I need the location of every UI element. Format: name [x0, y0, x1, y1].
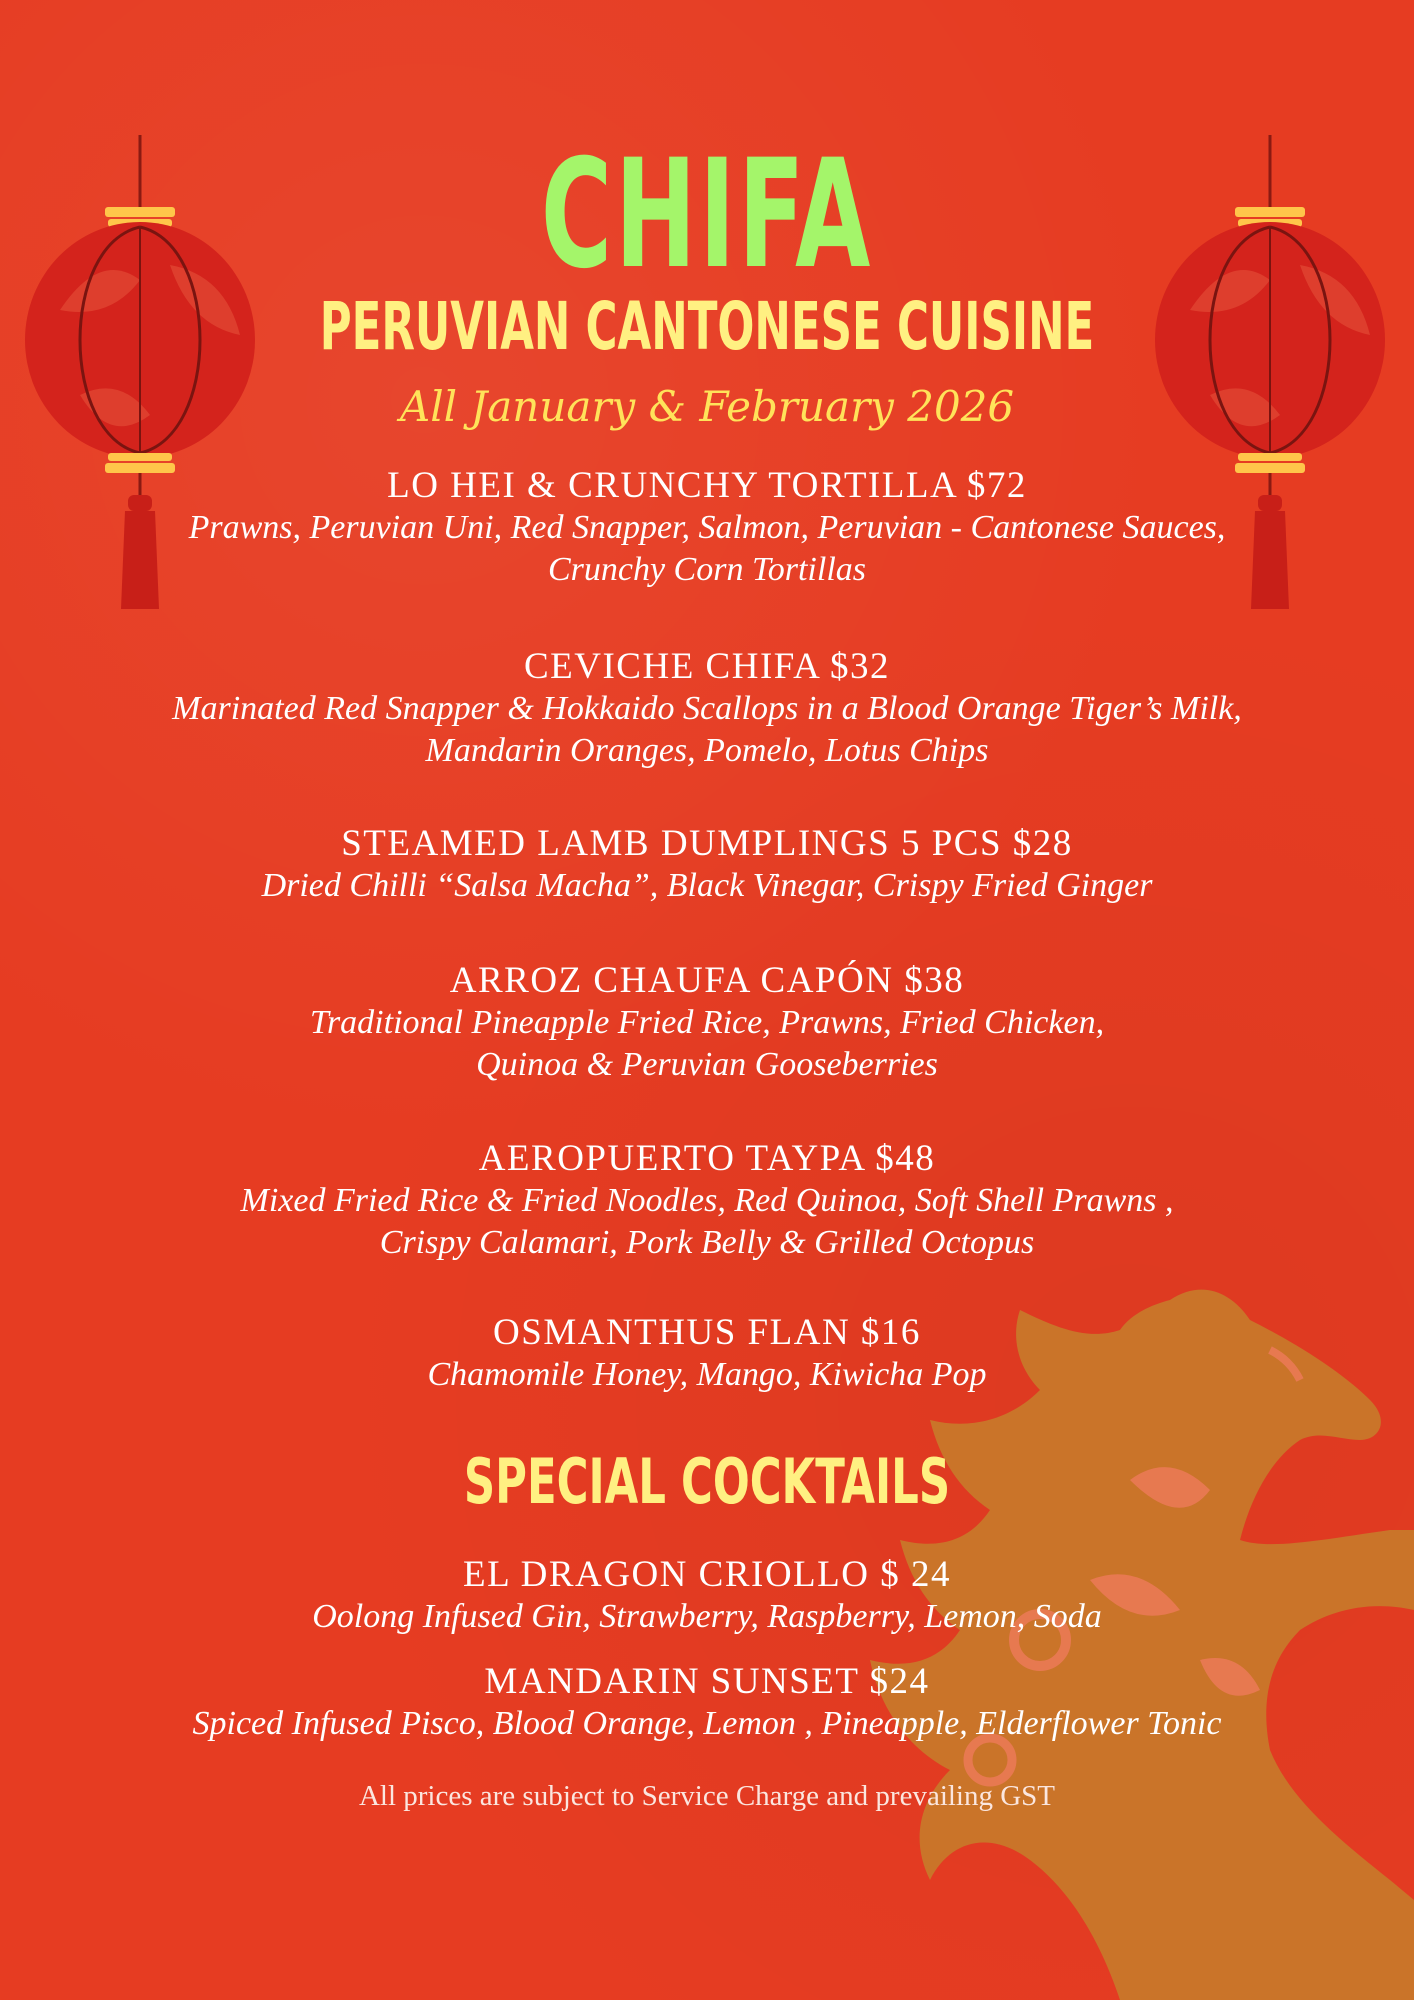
menu-item-name: AEROPUERTO TAYPA $48: [478, 1138, 936, 1179]
cocktails-heading: SPECIAL COCKTAILS: [463, 1445, 951, 1518]
cocktail-name: EL DRAGON CRIOLLO $ 24: [463, 1554, 951, 1595]
menu-item-description: Traditional Pineapple Fried Rice, Prawns, Fried Chicken, Quinoa & Peruvian Gooseberries: [309, 1004, 1105, 1083]
menu-item: [0, 960, 1414, 1086]
menu-item-name: ARROZ CHAUFA CAPÓN $38: [449, 960, 965, 1001]
restaurant-title: CHIFA: [540, 128, 874, 302]
menu-item-description: Mixed Fried Rice & Fried Noodles, Red Quinoa, Soft Shell Prawns , Crispy Calamari, Pork Belly & Grilled Octopus: [240, 1182, 1174, 1261]
pricing-disclaimer: All prices are subject to Service Charge and prevailing GST: [358, 1780, 1056, 1812]
menu-item-description: Chamomile Honey, Mango, Kiwicha Pop: [427, 1356, 987, 1393]
cocktail-item: [0, 1661, 1414, 1745]
menu-item-description: Prawns, Peruvian Uni, Red Snapper, Salmon, Peruvian - Cantonese Sauces, Crunchy Corn Tortillas: [188, 509, 1226, 588]
menu-item-name: CEVICHE CHIFA $32: [523, 646, 891, 687]
menu-item: [0, 465, 1414, 591]
cocktail-name: MANDARIN SUNSET $24: [484, 1661, 930, 1702]
menu-item: [0, 1312, 1414, 1396]
menu-item: [0, 1138, 1414, 1264]
menu-item: [0, 646, 1414, 772]
promotion-dates: All January & February 2026: [399, 382, 1015, 431]
cocktail-description: Oolong Infused Gin, Strawberry, Raspberry, Lemon, Soda: [312, 1598, 1102, 1635]
menu-item-description: Dried Chilli “Salsa Macha”, Black Vinegar, Crispy Fried Ginger: [261, 867, 1153, 904]
menu-item-description: Marinated Red Snapper & Hokkaido Scallops in a Blood Orange Tiger’s Milk, Mandarin Oranges, Pomelo, Lotus Chips: [172, 690, 1242, 769]
menu-item-name: STEAMED LAMB DUMPLINGS 5 PCS $28: [341, 823, 1073, 864]
cocktail-description: Spiced Infused Pisco, Blood Orange, Lemon , Pineapple, Elderflower Tonic: [192, 1705, 1222, 1742]
cocktail-item: [0, 1554, 1414, 1638]
menu-item: [0, 823, 1414, 907]
menu-item-name: LO HEI & CRUNCHY TORTILLA $72: [387, 465, 1027, 506]
cuisine-subtitle: PERUVIAN CANTONESE CUISINE: [319, 288, 1095, 365]
menu-item-name: OSMANTHUS FLAN $16: [493, 1312, 921, 1353]
